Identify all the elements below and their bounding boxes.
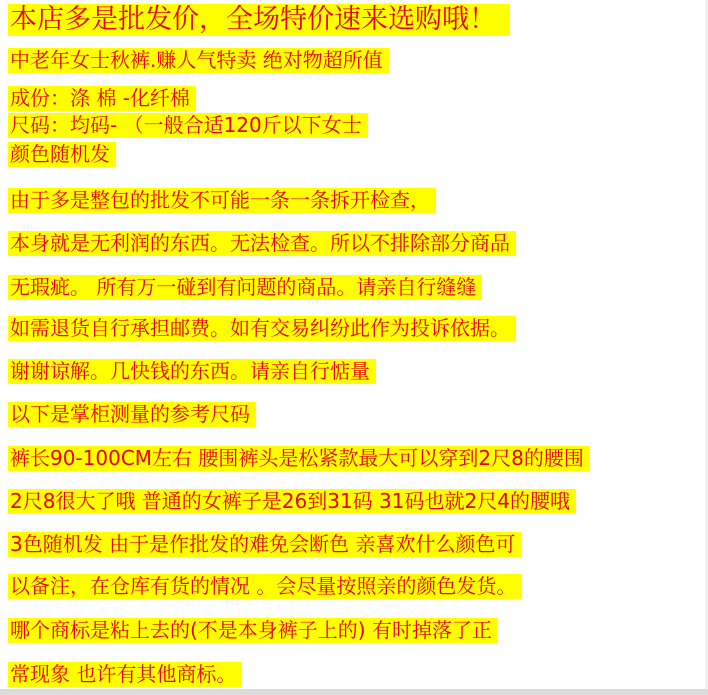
measurement-line: 裤长90-100CM左右 腰围裤头是松紧款最大可以穿到2尺8的腰围 [8,446,590,471]
description-line: 由于多是整包的批发不可能一条一条拆开检查， [8,188,436,213]
size-info: 尺码：均码- （一般合适120斤以下女士 [8,113,368,138]
description-line: 谢谢谅解。几快钱的东西。请亲自行惦量 [8,359,376,384]
description-line: 本身就是无利润的东西。无法检查。所以不排除部分商品 [8,231,516,256]
headline-wholesale-notice: 本店多是批发价，全场特价速来选购哦！ [8,4,510,36]
description-line: 无瑕疵。 所有万一碰到有问题的商品。请亲自行缝缝 [8,275,482,300]
label-note-line: 哪个商标是粘上去的(不是本身裤子上的) 有时掉落了正 [8,618,498,643]
color-note-line: 3色随机发 由于是作批发的难免会断色 亲喜欢什么颜色可 [8,532,521,557]
material-info: 成份：涤 棉 -化纤棉 [8,86,196,111]
measurement-line: 2尺8很大了哦 普通的女裤子是26到31码 31码也就2尺4的腰哦 [8,489,576,514]
color-note-line: 以备注，在仓库有货的情况 。会尽量按照亲的颜色发货。 [8,574,522,599]
measurement-heading: 以下是掌柜测量的参考尺码 [8,402,256,427]
color-info: 颜色随机发 [8,142,116,167]
product-title: 中老年女士秋裤.赚人气特卖 绝对物超所值 [8,48,389,73]
bottom-edge [0,689,708,695]
label-note-line: 常现象 也许有其他商标。 [8,662,242,687]
description-line: 如需退货自行承担邮费。如有交易纠纷此作为投诉依据。 [8,316,516,341]
